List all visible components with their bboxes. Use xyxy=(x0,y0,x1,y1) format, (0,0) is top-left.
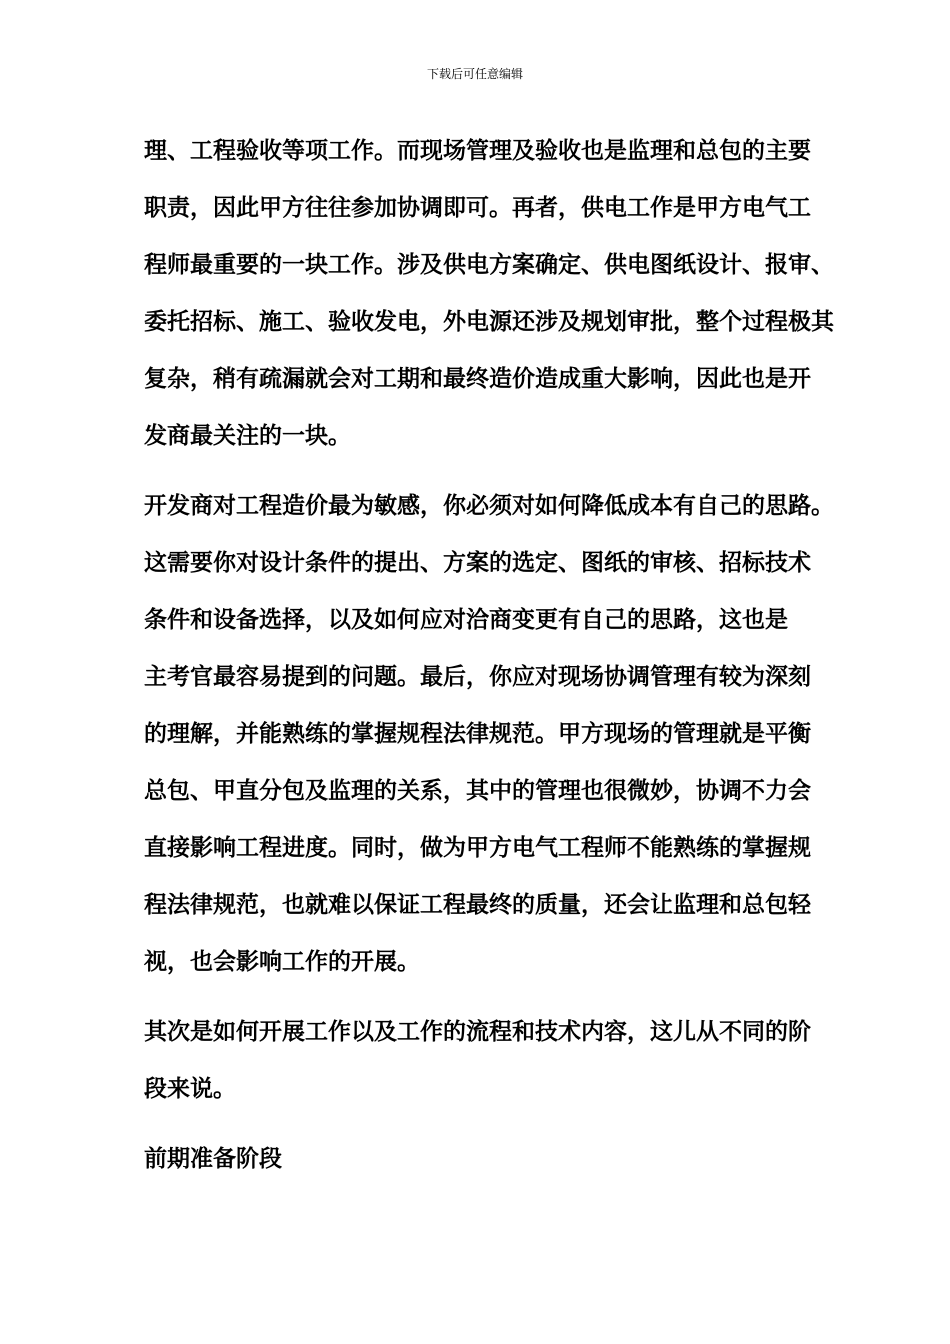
text-line: 开发商对工程造价最为敏感，你必须对如何降低成本有自己的思路。 xyxy=(144,492,834,519)
text-line: 理、工程验收等项工作。而现场管理及验收也是监理和总包的主要 xyxy=(144,137,811,164)
text-line: 其次是如何开展工作以及工作的流程和技术内容，这儿从不同的阶 xyxy=(144,1018,811,1045)
text-line: 复杂，稍有疏漏就会对工期和最终造价造成重大影响，因此也是开 xyxy=(144,365,811,392)
text-line: 发商最关注的一块。 xyxy=(144,422,351,449)
text-line: 总包、甲直分包及监理的关系，其中的管理也很微妙，协调不力会 xyxy=(144,777,811,804)
text-line: 程师最重要的一块工作。涉及供电方案确定、供电图纸设计、报审、 xyxy=(144,251,834,278)
text-line: 主考官最容易提到的问题。最后，你应对现场协调管理有较为深刻 xyxy=(144,663,811,690)
page-header: 下载后可任意编辑 xyxy=(426,67,523,81)
text-line: 条件和设备选择，以及如何应对洽商变更有自己的思路，这也是 xyxy=(144,606,788,633)
text-line: 视，也会影响工作的开展。 xyxy=(144,948,420,975)
text-line: 段来说。 xyxy=(144,1075,236,1102)
text-line: 这需要你对设计条件的提出、方案的选定、图纸的审核、招标技术 xyxy=(144,549,811,576)
text-line: 直接影响工程进度。同时，做为甲方电气工程师不能熟练的掌握规 xyxy=(144,834,811,861)
text-line: 程法律规范，也就难以保证工程最终的质量，还会让监理和总包轻 xyxy=(144,891,811,918)
section-heading: 前期准备阶段 xyxy=(144,1145,282,1172)
text-line: 职责，因此甲方往往参加协调即可。再者，供电工作是甲方电气工 xyxy=(144,194,811,221)
text-line: 的理解，并能熟练的掌握规程法律规范。甲方现场的管理就是平衡 xyxy=(144,720,811,747)
text-line: 委托招标、施工、验收发电，外电源还涉及规划审批，整个过程极其 xyxy=(144,308,834,335)
